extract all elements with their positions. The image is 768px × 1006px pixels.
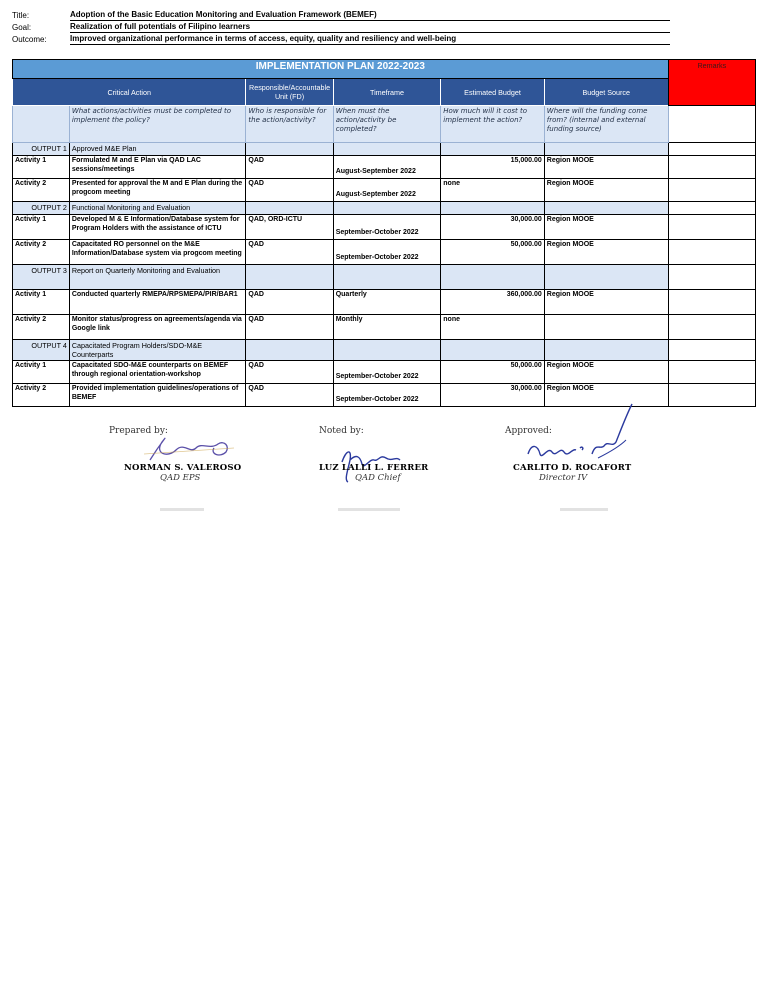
guide-blank bbox=[13, 106, 70, 143]
output-row bbox=[13, 143, 756, 156]
scan-artifact bbox=[338, 508, 400, 511]
remarks-cell bbox=[668, 361, 755, 384]
signature-noted bbox=[319, 426, 364, 436]
remarks-cell bbox=[668, 315, 755, 340]
remarks-cell bbox=[668, 156, 755, 179]
remarks-cell bbox=[668, 290, 755, 315]
activity-budget: none bbox=[441, 179, 545, 202]
remarks-cell bbox=[668, 143, 755, 156]
activity-budget: 30,000.00 bbox=[441, 384, 545, 407]
approved-title: Director IV bbox=[539, 473, 588, 483]
activity-budget: 50,000.00 bbox=[441, 240, 545, 265]
activity-action: Monitor status/progress on agreements/agenda via Google link bbox=[69, 315, 246, 340]
output-cell bbox=[246, 265, 333, 290]
activity-timeframe: September-October 2022 bbox=[333, 215, 441, 240]
activity-label: Activity 1 bbox=[13, 290, 70, 315]
activity-unit: QAD bbox=[246, 315, 333, 340]
activity-label: Activity 2 bbox=[13, 384, 70, 407]
remarks-cell bbox=[668, 384, 755, 407]
output-cell bbox=[544, 340, 668, 361]
activity-row bbox=[13, 361, 756, 384]
header-budget: Estimated Budget bbox=[441, 79, 545, 106]
plan-banner: IMPLEMENTATION PLAN 2022-2023 bbox=[13, 60, 669, 79]
remarks-cell bbox=[668, 340, 755, 361]
activity-label: Activity 1 bbox=[13, 156, 70, 179]
activity-action: Conducted quarterly RMEPA/RPSMEPA/PIR/BAR1 bbox=[69, 290, 246, 315]
activity-budget: 50,000.00 bbox=[441, 361, 545, 384]
activity-label: Activity 1 bbox=[13, 361, 70, 384]
approved-name: CARLITO D. ROCAFORT bbox=[513, 463, 632, 473]
scan-artifact bbox=[560, 508, 608, 511]
output-cell bbox=[333, 265, 441, 290]
remarks-cell bbox=[668, 240, 755, 265]
prepared-label: Prepared by: bbox=[109, 426, 168, 436]
activity-row bbox=[13, 384, 756, 407]
output-cell bbox=[441, 202, 545, 215]
noted-name: LUZ LALLI L. FERRER bbox=[319, 463, 429, 473]
activity-budget: 360,000.00 bbox=[441, 290, 545, 315]
title-row bbox=[12, 9, 670, 21]
activity-label: Activity 2 bbox=[13, 179, 70, 202]
noted-title: QAD Chief bbox=[355, 473, 401, 483]
activity-row bbox=[13, 215, 756, 240]
output-cell bbox=[441, 265, 545, 290]
output-cell bbox=[544, 202, 668, 215]
header-source: Budget Source bbox=[544, 79, 668, 106]
activity-timeframe: August-September 2022 bbox=[333, 179, 441, 202]
outcome-label: Outcome: bbox=[12, 35, 47, 44]
remarks-cell bbox=[668, 265, 755, 290]
guide-responsible: Who is responsible for the action/activity? bbox=[246, 106, 333, 143]
activity-unit: QAD bbox=[246, 290, 333, 315]
activity-row bbox=[13, 156, 756, 179]
activity-action: Provided implementation guidelines/operations of BEMEF bbox=[69, 384, 246, 407]
activity-label: Activity 2 bbox=[13, 240, 70, 265]
output-cell bbox=[441, 143, 545, 156]
activity-unit: QAD bbox=[246, 384, 333, 407]
activity-row bbox=[13, 315, 756, 340]
activity-source: Region MOOE bbox=[544, 156, 668, 179]
title-label: Title: bbox=[12, 11, 30, 20]
activity-timeframe: September-October 2022 bbox=[333, 384, 441, 407]
activity-unit: QAD bbox=[246, 179, 333, 202]
output-cell bbox=[333, 202, 441, 215]
activity-timeframe: Monthly bbox=[333, 315, 441, 340]
output-label: OUTPUT 2 bbox=[13, 202, 70, 215]
activity-source bbox=[544, 315, 668, 340]
activity-action: Formulated M and E Plan via QAD LAC sessions/meetings bbox=[69, 156, 246, 179]
signatory-noted bbox=[319, 463, 449, 483]
activity-timeframe: September-October 2022 bbox=[333, 240, 441, 265]
activity-label: Activity 2 bbox=[13, 315, 70, 340]
prepared-title: QAD EPS bbox=[160, 473, 201, 483]
activity-timeframe: Quarterly bbox=[333, 290, 441, 315]
activity-source: Region MOOE bbox=[544, 384, 668, 407]
activity-row bbox=[13, 290, 756, 315]
activity-source: Region MOOE bbox=[544, 179, 668, 202]
guide-timeframe: When must the action/activity be completed? bbox=[333, 106, 441, 143]
remarks-header: Remarks bbox=[668, 60, 755, 106]
activity-unit: QAD bbox=[246, 240, 333, 265]
output-cell bbox=[246, 143, 333, 156]
output-cell bbox=[544, 143, 668, 156]
signatory-prepared bbox=[124, 463, 254, 483]
activity-timeframe: August-September 2022 bbox=[333, 156, 441, 179]
activity-unit: QAD bbox=[246, 156, 333, 179]
activity-budget: none bbox=[441, 315, 545, 340]
guide-remarks-blank bbox=[668, 106, 755, 143]
header-responsible: Responsible/Accountable Unit (FD) bbox=[246, 79, 333, 106]
output-row bbox=[13, 340, 756, 361]
activity-unit: QAD bbox=[246, 361, 333, 384]
remarks-cell bbox=[668, 215, 755, 240]
activity-action: Developed M & E Information/Database system for Program Holders with the assistance of ICTU bbox=[69, 215, 246, 240]
signatory-approved bbox=[513, 463, 643, 483]
noted-label: Noted by: bbox=[319, 426, 364, 436]
output-title: Functional Monitoring and Evaluation bbox=[69, 202, 246, 215]
output-cell bbox=[544, 265, 668, 290]
guide-row bbox=[13, 106, 756, 143]
activity-timeframe: September-October 2022 bbox=[333, 361, 441, 384]
output-cell bbox=[246, 202, 333, 215]
activity-unit: QAD, ORD-ICTU bbox=[246, 215, 333, 240]
activity-budget: 30,000.00 bbox=[441, 215, 545, 240]
output-label: OUTPUT 4 bbox=[13, 340, 70, 361]
activity-action: Capacitated SDO-M&E counterparts on BEMEF through regional orientation-workshop bbox=[69, 361, 246, 384]
activity-source: Region MOOE bbox=[544, 215, 668, 240]
output-row bbox=[13, 265, 756, 290]
document-meta bbox=[12, 9, 670, 45]
output-cell bbox=[333, 143, 441, 156]
activity-action: Capacitated RO personnel on the M&E Information/Database system via progcom meeting bbox=[69, 240, 246, 265]
output-label: OUTPUT 3 bbox=[13, 265, 70, 290]
output-label: OUTPUT 1 bbox=[13, 143, 70, 156]
approved-label: Approved: bbox=[505, 426, 552, 436]
activity-source: Region MOOE bbox=[544, 361, 668, 384]
activity-action: Presented for approval the M and E Plan during the progcom meeting bbox=[69, 179, 246, 202]
outcome-row bbox=[12, 33, 670, 45]
activity-budget: 15,000.00 bbox=[441, 156, 545, 179]
signature-scribble-approved bbox=[520, 402, 640, 472]
column-header-row bbox=[13, 79, 756, 106]
output-title: Approved M&E Plan bbox=[69, 143, 246, 156]
prepared-name: NORMAN S. VALEROSO bbox=[124, 463, 242, 473]
output-title: Report on Quarterly Monitoring and Evaluation bbox=[69, 265, 246, 290]
goal-row bbox=[12, 21, 670, 33]
activity-label: Activity 1 bbox=[13, 215, 70, 240]
header-critical-action: Critical Action bbox=[13, 79, 246, 106]
signature-scribble-prepared bbox=[140, 424, 240, 468]
remarks-cell bbox=[668, 179, 755, 202]
goal-value: Realization of full potentials of Filipino learners bbox=[70, 22, 670, 33]
implementation-plan-table bbox=[12, 59, 756, 407]
scan-artifact bbox=[160, 508, 204, 511]
title-value: Adoption of the Basic Education Monitoring and Evaluation Framework (BEMEF) bbox=[70, 10, 670, 21]
activity-row bbox=[13, 179, 756, 202]
header-timeframe: Timeframe bbox=[333, 79, 441, 106]
activity-row bbox=[13, 240, 756, 265]
output-cell bbox=[441, 340, 545, 361]
guide-critical-action: What actions/activities must be completed to implement the policy? bbox=[69, 106, 246, 143]
remarks-cell bbox=[668, 202, 755, 215]
goal-label: Goal: bbox=[12, 23, 32, 32]
outcome-value: Improved organizational performance in terms of access, equity, quality and resiliency and well-being bbox=[70, 34, 670, 45]
guide-budget: How much will it cost to implement the action? bbox=[441, 106, 545, 143]
output-cell bbox=[333, 340, 441, 361]
output-row bbox=[13, 202, 756, 215]
activity-source: Region MOOE bbox=[544, 240, 668, 265]
guide-source: Where will the funding come from? (internal and external funding source) bbox=[544, 106, 668, 143]
output-cell bbox=[246, 340, 333, 361]
output-title: Capacitated Program Holders/SDO-M&E Counterparts bbox=[69, 340, 246, 361]
activity-source: Region MOOE bbox=[544, 290, 668, 315]
